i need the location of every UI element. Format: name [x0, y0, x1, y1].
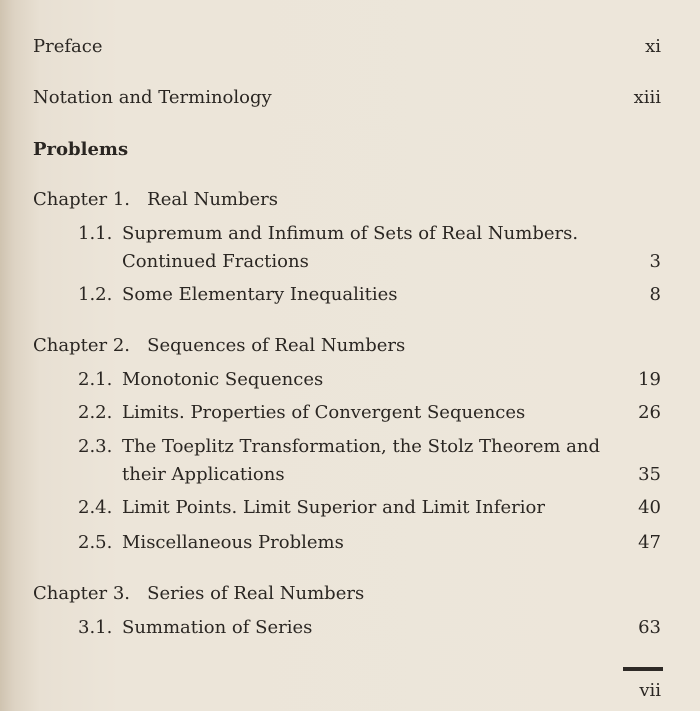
section-title: Summation of Series: [122, 617, 313, 638]
section-title: The Toeplitz Transformation, the Stolz Theorem and: [122, 436, 601, 457]
toc-section: [0, 493, 700, 523]
section-number: 2.1.: [78, 369, 113, 390]
section-page: 63: [638, 617, 661, 638]
section-title: Miscellaneous Problems: [122, 532, 344, 553]
chapter-title: Chapter 3. Series of Real Numbers: [33, 583, 365, 604]
section-number: 2.2.: [78, 402, 113, 423]
part-title: [0, 135, 700, 165]
toc-section: [0, 280, 700, 310]
toc-section: [0, 432, 700, 462]
section-page: 19: [638, 369, 661, 390]
section-title: Monotonic Sequences: [122, 369, 324, 390]
entry-page: xi: [645, 36, 661, 57]
part-title-text: Problems: [33, 139, 129, 160]
section-title: Limit Points. Limit Superior and Limit Inferior: [122, 497, 545, 518]
toc-section-continued: [0, 247, 700, 277]
section-page: 47: [638, 532, 661, 553]
page-number: vii: [639, 680, 661, 701]
section-number: 2.3.: [78, 436, 113, 457]
toc-section: [0, 365, 700, 395]
folio-rule: [623, 667, 663, 671]
section-number: 2.5.: [78, 532, 113, 553]
section-title: Some Elementary Inequalities: [122, 284, 398, 305]
toc-section: [0, 219, 700, 249]
section-number: 1.2.: [78, 284, 113, 305]
section-page: 3: [649, 251, 661, 272]
entry-title: Preface: [33, 36, 103, 57]
toc-section: [0, 398, 700, 428]
chapter-title: Chapter 1. Real Numbers: [33, 189, 279, 210]
toc-section: [0, 528, 700, 558]
entry-title: Notation and Terminology: [33, 87, 272, 108]
entry-page: xiii: [633, 87, 661, 108]
section-title: Limits. Properties of Convergent Sequences: [122, 402, 526, 423]
section-title: their Applications: [122, 464, 285, 485]
toc-entry-preface: [0, 32, 700, 62]
section-page: 8: [649, 284, 661, 305]
section-number: 2.4.: [78, 497, 113, 518]
chapter-title: Chapter 2. Sequences of Real Numbers: [33, 335, 406, 356]
toc-section: [0, 613, 700, 643]
toc-entry-notation: [0, 83, 700, 113]
toc-section-continued: [0, 460, 700, 490]
section-page: 40: [638, 497, 661, 518]
chapter-heading: [0, 331, 700, 361]
section-page: 35: [638, 464, 661, 485]
chapter-heading: [0, 185, 700, 215]
section-number: 3.1.: [78, 617, 113, 638]
chapter-heading: [0, 579, 700, 609]
section-title: Continued Fractions: [122, 251, 309, 272]
section-page: 26: [638, 402, 661, 423]
section-number: 1.1.: [78, 223, 113, 244]
section-title: Supremum and Infimum of Sets of Real Numbers.: [122, 223, 579, 244]
